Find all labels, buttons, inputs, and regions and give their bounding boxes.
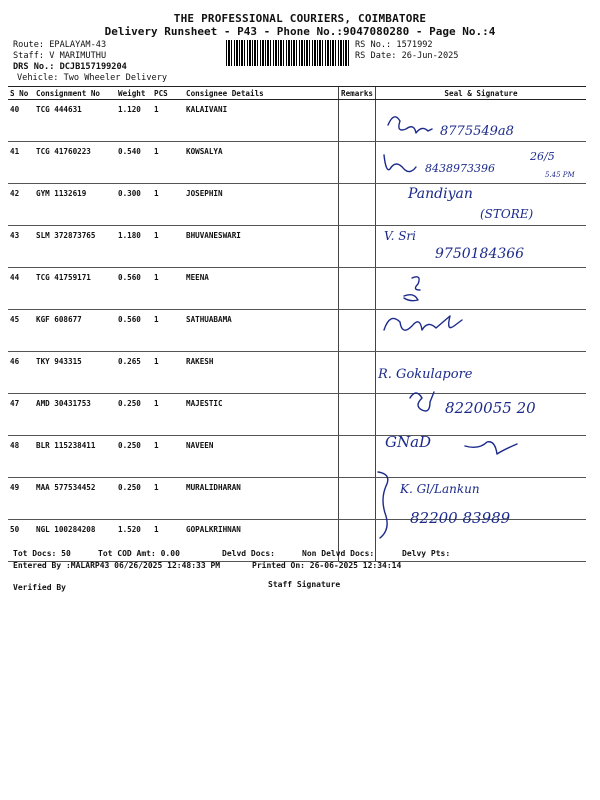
vehicle-label: Vehicle: Two Wheeler Delivery [17, 73, 168, 83]
consignee: GOPALKRIHNAN [184, 520, 339, 562]
pcs: 1 [152, 394, 184, 436]
consignee: MURALIDHARAN [184, 478, 339, 520]
consignment-no: TKY 943315 [34, 352, 116, 394]
staff-signature-label: Staff Signature [268, 580, 341, 589]
pcs: 1 [152, 436, 184, 478]
signature-cell [376, 394, 586, 436]
weight: 0.560 [116, 310, 152, 352]
remarks-cell [339, 142, 376, 184]
signature-cell [376, 436, 586, 478]
delivery-points: Delvy Pts: [402, 549, 451, 558]
signature-text: 8775549a8 [440, 124, 514, 139]
signature-text: R. Gokulapore [378, 367, 473, 382]
runsheet-table [8, 86, 586, 562]
total-cod-amount: Tot COD Amt: 0.00 [98, 549, 180, 558]
col-consignee: Consignee Details [184, 87, 339, 100]
rs-date: RS Date: 26-Jun-2025 [355, 51, 459, 61]
table-row [8, 226, 586, 268]
table-row [8, 478, 586, 520]
weight: 0.250 [116, 394, 152, 436]
table-row [8, 142, 586, 184]
delivered-docs: Delvd Docs: [222, 549, 275, 558]
sno: 46 [8, 352, 34, 394]
signature-text: V. Sri [384, 229, 416, 243]
pcs: 1 [152, 100, 184, 142]
consignment-no: NGL 100284208 [34, 520, 116, 562]
pcs: 1 [152, 142, 184, 184]
pcs: 1 [152, 520, 184, 562]
signature-text: 26/5 [530, 150, 555, 163]
table-row [8, 436, 586, 478]
signature-cell [376, 310, 586, 352]
signature-cell [376, 268, 586, 310]
signature-text: 8438973396 [425, 162, 495, 175]
weight: 0.250 [116, 478, 152, 520]
signature-text: 82200 83989 [410, 509, 511, 527]
table-row [8, 184, 586, 226]
remarks-cell [339, 394, 376, 436]
consignee: BHUVANESWARI [184, 226, 339, 268]
consignee: MAJESTIC [184, 394, 339, 436]
sno: 50 [8, 520, 34, 562]
consignee: KALAIVANI [184, 100, 339, 142]
signature-text: Pandiyan [408, 186, 473, 202]
remarks-cell [339, 436, 376, 478]
consignee: NAVEEN [184, 436, 339, 478]
remarks-cell [339, 184, 376, 226]
company-name: THE PROFESSIONAL COURIERS, COIMBATORE [173, 12, 427, 25]
consignment-no: AMD 30431753 [34, 394, 116, 436]
signature-text: GNaD [385, 433, 432, 451]
col-sno: S No [8, 87, 34, 100]
weight: 1.120 [116, 100, 152, 142]
consignment-no: MAA 577534452 [34, 478, 116, 520]
drs-number: DRS No.: DCJB157199204 [13, 62, 127, 72]
pcs: 1 [152, 268, 184, 310]
consignment-no: TCG 41760223 [34, 142, 116, 184]
printed-on: Printed On: 26-06-2025 12:34:14 [252, 561, 402, 570]
table-row [8, 100, 586, 142]
rs-number: RS No.: 1571992 [355, 40, 433, 50]
weight: 0.250 [116, 436, 152, 478]
pcs: 1 [152, 478, 184, 520]
signature-cell [376, 352, 586, 394]
consignment-no: GYM 1132619 [34, 184, 116, 226]
signature-cell [376, 226, 586, 268]
signature-cell [376, 100, 586, 142]
remarks-cell [339, 226, 376, 268]
table-row [8, 520, 586, 562]
pcs: 1 [152, 184, 184, 226]
consignee: MEENA [184, 268, 339, 310]
remarks-cell [339, 268, 376, 310]
signature-cell [376, 184, 586, 226]
weight: 0.300 [116, 184, 152, 226]
signature-text: 9750184366 [435, 246, 525, 262]
table-header-row [8, 87, 586, 100]
staff-label: Staff: V MARIMUTHU [13, 51, 107, 61]
col-consignment: Consignment No [34, 87, 116, 100]
non-delivered-docs: Non Delvd Docs: [302, 549, 375, 558]
route-label: Route: EPALAYAM-43 [13, 40, 107, 50]
remarks-cell [339, 352, 376, 394]
sno: 43 [8, 226, 34, 268]
table-row [8, 394, 586, 436]
total-docs: Tot Docs: 50 [13, 549, 71, 558]
signature-text: 8220055 20 [445, 399, 536, 417]
col-remarks: Remarks [339, 87, 376, 100]
runsheet-title: Delivery Runsheet - P43 - Phone No.:9047080280 - Page No.:4 [104, 25, 496, 38]
signature-text: (STORE) [480, 207, 534, 221]
entered-by: Entered By :MALARP43 06/26/2025 12:48:33 PM [13, 561, 221, 570]
consignee: KOWSALYA [184, 142, 339, 184]
signature-cell [376, 142, 586, 184]
sno: 49 [8, 478, 34, 520]
weight: 0.560 [116, 268, 152, 310]
weight: 1.180 [116, 226, 152, 268]
consignee: SATHUABAMA [184, 310, 339, 352]
pcs: 1 [152, 352, 184, 394]
table-row [8, 352, 586, 394]
signature-text: 5.45 PM [545, 171, 575, 179]
table-row [8, 310, 586, 352]
pcs: 1 [152, 226, 184, 268]
table-row [8, 268, 586, 310]
weight: 0.540 [116, 142, 152, 184]
consignment-no: TCG 444631 [34, 100, 116, 142]
consignment-no: SLM 372873765 [34, 226, 116, 268]
weight: 0.265 [116, 352, 152, 394]
consignee: JOSEPHIN [184, 184, 339, 226]
signature-text: K. Gl/Lankun [400, 482, 480, 496]
sno: 48 [8, 436, 34, 478]
sno: 45 [8, 310, 34, 352]
col-signature: Seal & Signature [376, 87, 586, 100]
consignee: RAKESH [184, 352, 339, 394]
verified-by-label: Verified By [13, 583, 66, 592]
remarks-cell [339, 478, 376, 520]
pcs: 1 [152, 310, 184, 352]
sno: 42 [8, 184, 34, 226]
weight: 1.520 [116, 520, 152, 562]
col-pcs: PCS [152, 87, 184, 100]
consignment-no: TCG 41759171 [34, 268, 116, 310]
remarks-cell [339, 310, 376, 352]
consignment-no: BLR 115238411 [34, 436, 116, 478]
sno: 47 [8, 394, 34, 436]
consignment-no: KGF 608677 [34, 310, 116, 352]
signature-cell [376, 478, 586, 520]
sno: 40 [8, 100, 34, 142]
barcode [226, 40, 351, 66]
remarks-cell [339, 100, 376, 142]
col-weight: Weight [116, 87, 152, 100]
sno: 41 [8, 142, 34, 184]
sno: 44 [8, 268, 34, 310]
